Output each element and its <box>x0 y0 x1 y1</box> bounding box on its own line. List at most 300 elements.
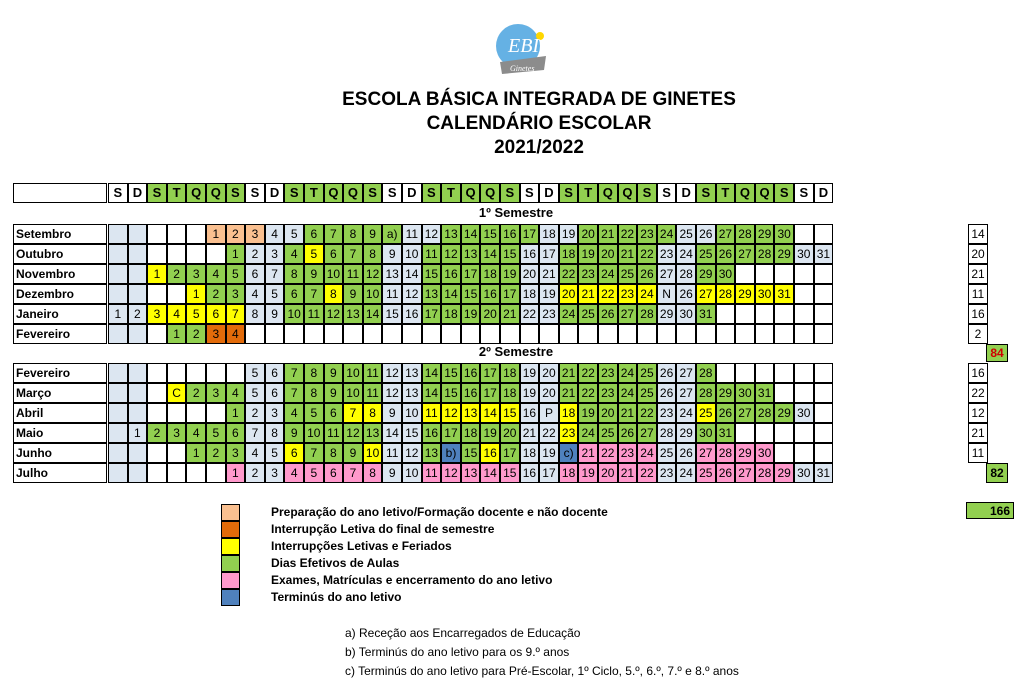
day-cell <box>245 324 265 344</box>
day-cell: 19 <box>578 403 598 423</box>
day-cell <box>108 284 128 304</box>
day-cell <box>108 383 128 403</box>
day-cell: 29 <box>735 443 755 463</box>
day-cell <box>500 324 520 344</box>
day-cell <box>167 403 187 423</box>
day-cell: 21 <box>618 403 638 423</box>
weekday-header-cell: T <box>167 183 187 203</box>
calendar-title: CALENDÁRIO ESCOLAR <box>426 113 652 134</box>
day-cell: 15 <box>461 284 481 304</box>
day-cell: 28 <box>755 403 775 423</box>
day-cell: 19 <box>559 224 579 244</box>
day-cell: 27 <box>657 264 677 284</box>
day-cell: 8 <box>245 304 265 324</box>
day-cell <box>167 363 187 383</box>
day-cell: 17 <box>520 224 540 244</box>
weekday-header-cell: D <box>539 183 559 203</box>
month-name: Junho <box>13 443 107 463</box>
day-cell: 26 <box>716 463 736 483</box>
legend-item <box>221 555 691 572</box>
day-cell: 26 <box>676 443 696 463</box>
day-cell: 8 <box>343 224 363 244</box>
day-cell: 23 <box>559 423 579 443</box>
day-cell: 7 <box>304 443 324 463</box>
day-cell: 16 <box>480 284 500 304</box>
weekday-header-cell: D <box>814 183 834 203</box>
month-total: 11 <box>968 284 988 304</box>
day-cell: c) <box>559 443 579 463</box>
day-cell: 25 <box>578 304 598 324</box>
day-cell: 12 <box>382 383 402 403</box>
day-cell: 9 <box>382 463 402 483</box>
day-cell: 20 <box>598 403 618 423</box>
day-cell: 15 <box>402 423 422 443</box>
day-cell: 16 <box>422 423 442 443</box>
day-cell <box>206 463 226 483</box>
day-cell <box>167 443 187 463</box>
day-cell: 9 <box>343 284 363 304</box>
day-cell: 27 <box>696 443 716 463</box>
day-cell: 2 <box>186 383 206 403</box>
day-cell: 13 <box>363 423 383 443</box>
day-cell: 11 <box>422 244 442 264</box>
day-cell: 28 <box>755 463 775 483</box>
day-cell <box>657 324 677 344</box>
day-cell: 8 <box>304 363 324 383</box>
day-cell: 7 <box>304 284 324 304</box>
day-cell: 12 <box>363 264 383 284</box>
day-cell: 24 <box>657 224 677 244</box>
day-cell: 2 <box>245 403 265 423</box>
day-cell: 8 <box>284 264 304 284</box>
month-name: Maio <box>13 423 107 443</box>
day-cell <box>794 383 814 403</box>
day-cell: 26 <box>637 264 657 284</box>
month-total: 2 <box>968 324 988 344</box>
weekday-header-cell: Q <box>206 183 226 203</box>
day-cell: 4 <box>226 324 246 344</box>
day-cell: 10 <box>402 403 422 423</box>
day-cell <box>108 244 128 264</box>
day-cell: 18 <box>559 463 579 483</box>
month-total: 11 <box>968 443 988 463</box>
day-cell: 3 <box>226 284 246 304</box>
semester1-total: 84 <box>986 344 1008 362</box>
day-cell: 10 <box>343 383 363 403</box>
day-cell <box>284 324 304 344</box>
day-cell <box>814 264 834 284</box>
day-cell <box>814 403 834 423</box>
day-cell: 5 <box>245 383 265 403</box>
day-cell <box>637 324 657 344</box>
day-cell <box>755 304 775 324</box>
day-cell <box>774 324 794 344</box>
day-cell <box>755 324 775 344</box>
header-corner <box>13 183 107 203</box>
day-cell: 31 <box>814 244 834 264</box>
day-cell: 30 <box>755 284 775 304</box>
day-cell: 13 <box>461 244 481 264</box>
day-cell <box>755 423 775 443</box>
day-cell: 10 <box>363 443 383 463</box>
day-cell: 2 <box>245 244 265 264</box>
day-cell: 18 <box>441 304 461 324</box>
weekday-header-cell: Q <box>343 183 363 203</box>
day-cell: 30 <box>774 224 794 244</box>
legend-label: Dias Efetivos de Aulas <box>271 556 400 570</box>
day-cell: 30 <box>794 463 814 483</box>
day-cell <box>147 224 167 244</box>
day-cell: 9 <box>382 403 402 423</box>
day-cell: 14 <box>480 244 500 264</box>
day-cell: 19 <box>500 264 520 284</box>
day-cell: 21 <box>500 304 520 324</box>
day-cell: 12 <box>402 443 422 463</box>
day-cell: 16 <box>520 403 540 423</box>
day-cell: 15 <box>422 264 442 284</box>
day-cell: 12 <box>441 403 461 423</box>
day-cell: 26 <box>716 244 736 264</box>
day-cell <box>108 264 128 284</box>
day-cell: 9 <box>304 264 324 284</box>
weekday-header-cell: S <box>500 183 520 203</box>
month-name: Março <box>13 383 107 403</box>
school-logo <box>488 16 552 76</box>
day-cell: 17 <box>500 443 520 463</box>
day-cell: 13 <box>441 224 461 244</box>
day-cell <box>186 403 206 423</box>
day-cell: 15 <box>500 463 520 483</box>
month-total: 16 <box>968 363 988 383</box>
month-name: Abril <box>13 403 107 423</box>
semester1-label: 1º Semestre <box>478 205 554 220</box>
day-cell: 18 <box>520 443 540 463</box>
day-cell <box>108 403 128 423</box>
month-total: 20 <box>968 244 988 264</box>
day-cell <box>814 363 834 383</box>
day-cell: 17 <box>500 284 520 304</box>
day-cell <box>794 284 814 304</box>
weekday-header-cell: S <box>147 183 167 203</box>
day-cell: 12 <box>402 284 422 304</box>
day-cell: 5 <box>284 224 304 244</box>
note-a: a) Receção aos Encarregados de Educação <box>345 626 581 640</box>
day-cell: 24 <box>637 443 657 463</box>
day-cell: 8 <box>363 244 383 264</box>
day-cell: 18 <box>500 363 520 383</box>
day-cell: 16 <box>520 244 540 264</box>
day-cell: 26 <box>598 304 618 324</box>
day-cell: 30 <box>696 423 716 443</box>
day-cell <box>147 244 167 264</box>
month-total: 16 <box>968 304 988 324</box>
day-cell: 4 <box>284 403 304 423</box>
day-cell <box>108 363 128 383</box>
day-cell: 13 <box>402 363 422 383</box>
semester2-total: 82 <box>986 463 1008 483</box>
day-cell: 31 <box>755 383 775 403</box>
day-cell: 7 <box>324 224 344 244</box>
day-cell: 25 <box>618 264 638 284</box>
day-cell <box>774 423 794 443</box>
day-cell: 17 <box>480 363 500 383</box>
day-cell: 14 <box>480 463 500 483</box>
day-cell: 1 <box>167 324 187 344</box>
day-cell: 9 <box>324 363 344 383</box>
weekday-header-cell: S <box>363 183 383 203</box>
day-cell: 14 <box>382 423 402 443</box>
day-cell <box>794 304 814 324</box>
day-cell <box>814 423 834 443</box>
day-cell: 25 <box>598 423 618 443</box>
day-cell: 29 <box>696 264 716 284</box>
day-cell: 24 <box>578 423 598 443</box>
day-cell: 23 <box>578 264 598 284</box>
day-cell: 2 <box>167 264 187 284</box>
day-cell: 23 <box>657 244 677 264</box>
day-cell <box>794 264 814 284</box>
day-cell <box>324 324 344 344</box>
day-cell: 20 <box>598 244 618 264</box>
day-cell <box>814 284 834 304</box>
day-cell <box>363 324 383 344</box>
day-cell <box>128 284 148 304</box>
day-cell: 1 <box>128 423 148 443</box>
day-cell: 4 <box>265 224 285 244</box>
day-cell: 5 <box>304 463 324 483</box>
day-cell <box>226 363 246 383</box>
day-cell: 13 <box>343 304 363 324</box>
day-cell: 7 <box>343 463 363 483</box>
weekday-header-cell: Q <box>461 183 481 203</box>
day-cell: 19 <box>578 463 598 483</box>
day-cell: 5 <box>304 403 324 423</box>
day-cell: 26 <box>657 363 677 383</box>
day-cell <box>128 463 148 483</box>
day-cell: 22 <box>637 403 657 423</box>
weekday-header-cell: S <box>520 183 540 203</box>
day-cell: 7 <box>226 304 246 324</box>
day-cell: 2 <box>128 304 148 324</box>
weekday-header-cell: S <box>637 183 657 203</box>
day-cell: 3 <box>147 304 167 324</box>
day-cell: 23 <box>539 304 559 324</box>
school-year: 2021/2022 <box>494 137 584 158</box>
day-cell: 15 <box>500 403 520 423</box>
note-c: c) Terminús do ano letivo para Pré-Escolar, 1º Ciclo, 5.º, 6.º, 7.º e 8.º anos <box>345 664 739 678</box>
day-cell: 24 <box>676 403 696 423</box>
weekday-header-cell: D <box>265 183 285 203</box>
day-cell: 24 <box>676 463 696 483</box>
day-cell <box>774 304 794 324</box>
day-cell: 4 <box>245 443 265 463</box>
day-cell: 1 <box>186 443 206 463</box>
day-cell: 2 <box>147 423 167 443</box>
day-cell: 22 <box>520 304 540 324</box>
day-cell: 20 <box>559 284 579 304</box>
day-cell: 1 <box>147 264 167 284</box>
day-cell <box>206 403 226 423</box>
month-name: Novembro <box>13 264 107 284</box>
day-cell: 11 <box>382 443 402 463</box>
day-cell: 3 <box>206 383 226 403</box>
day-cell: 6 <box>284 443 304 463</box>
day-cell: 6 <box>226 423 246 443</box>
day-cell <box>794 324 814 344</box>
day-cell: 6 <box>284 284 304 304</box>
day-cell: 26 <box>676 284 696 304</box>
day-cell: 23 <box>657 403 677 423</box>
day-cell <box>343 324 363 344</box>
day-cell <box>794 423 814 443</box>
day-cell <box>794 443 814 463</box>
day-cell: 1 <box>226 463 246 483</box>
day-cell: 22 <box>598 284 618 304</box>
day-cell: 14 <box>441 284 461 304</box>
day-cell <box>735 363 755 383</box>
day-cell: 29 <box>716 383 736 403</box>
day-cell <box>167 224 187 244</box>
day-cell: 28 <box>735 224 755 244</box>
day-cell: 22 <box>559 264 579 284</box>
day-cell: 11 <box>304 304 324 324</box>
day-cell: 12 <box>441 463 461 483</box>
day-cell: 16 <box>402 304 422 324</box>
day-cell: 9 <box>343 443 363 463</box>
day-cell: 22 <box>578 383 598 403</box>
day-cell: 23 <box>598 383 618 403</box>
day-cell <box>128 383 148 403</box>
day-cell <box>402 324 422 344</box>
day-cell: 27 <box>637 423 657 443</box>
weekday-header-cell: S <box>226 183 246 203</box>
day-cell: 27 <box>735 463 755 483</box>
day-cell: 27 <box>676 383 696 403</box>
day-cell <box>147 463 167 483</box>
day-cell <box>128 403 148 423</box>
day-cell: 28 <box>716 284 736 304</box>
day-cell: 27 <box>735 244 755 264</box>
day-cell: 24 <box>676 244 696 264</box>
day-cell <box>774 264 794 284</box>
day-cell: 10 <box>363 284 383 304</box>
day-cell <box>147 383 167 403</box>
day-cell: 8 <box>265 423 285 443</box>
day-cell: 16 <box>520 463 540 483</box>
day-cell: 6 <box>206 304 226 324</box>
day-cell: 4 <box>284 244 304 264</box>
day-cell: 13 <box>422 284 442 304</box>
day-cell <box>814 443 834 463</box>
day-cell: 13 <box>402 383 422 403</box>
day-cell: 3 <box>226 443 246 463</box>
day-cell: 26 <box>696 224 716 244</box>
day-cell: 21 <box>578 284 598 304</box>
day-cell: 3 <box>265 463 285 483</box>
day-cell: 19 <box>539 284 559 304</box>
day-cell: 15 <box>441 383 461 403</box>
weekday-header-cell: S <box>422 183 442 203</box>
day-cell: 26 <box>716 403 736 423</box>
day-cell <box>186 363 206 383</box>
day-cell: 3 <box>186 264 206 284</box>
day-cell: 17 <box>441 423 461 443</box>
day-cell: 23 <box>657 463 677 483</box>
day-cell: 9 <box>324 383 344 403</box>
day-cell: 11 <box>324 423 344 443</box>
day-cell <box>814 304 834 324</box>
day-cell: 21 <box>578 443 598 463</box>
day-cell: 16 <box>441 264 461 284</box>
day-cell <box>520 324 540 344</box>
day-cell: 9 <box>284 423 304 443</box>
day-cell: 12 <box>343 423 363 443</box>
day-cell <box>814 224 834 244</box>
day-cell: 31 <box>774 284 794 304</box>
day-cell <box>774 363 794 383</box>
day-cell: 30 <box>716 264 736 284</box>
day-cell <box>108 324 128 344</box>
day-cell <box>539 324 559 344</box>
day-cell: 23 <box>618 443 638 463</box>
day-cell: 22 <box>637 244 657 264</box>
day-cell <box>696 324 716 344</box>
day-cell: 18 <box>559 403 579 423</box>
day-cell: 3 <box>265 403 285 423</box>
day-cell: 19 <box>461 304 481 324</box>
day-cell: 21 <box>618 463 638 483</box>
day-cell: 10 <box>402 244 422 264</box>
day-cell: 28 <box>637 304 657 324</box>
weekday-header-cell: Q <box>480 183 500 203</box>
day-cell: 2 <box>206 443 226 463</box>
weekday-header-cell: Q <box>598 183 618 203</box>
day-cell <box>128 224 148 244</box>
day-cell: 18 <box>500 383 520 403</box>
day-cell: 29 <box>774 244 794 264</box>
day-cell: 14 <box>422 383 442 403</box>
day-cell: 23 <box>618 284 638 304</box>
day-cell: 6 <box>304 224 324 244</box>
day-cell: 18 <box>480 264 500 284</box>
day-cell <box>167 284 187 304</box>
day-cell <box>167 463 187 483</box>
legend-swatch <box>221 521 240 538</box>
title-block <box>0 88 1024 160</box>
day-cell: 12 <box>382 363 402 383</box>
day-cell: 2 <box>226 224 246 244</box>
day-cell: 6 <box>324 244 344 264</box>
day-cell: 28 <box>716 443 736 463</box>
month-name: Fevereiro <box>13 324 107 344</box>
day-cell <box>206 363 226 383</box>
day-cell: 27 <box>676 363 696 383</box>
day-cell <box>735 264 755 284</box>
weekday-header-cell: T <box>578 183 598 203</box>
month-name: Julho <box>13 463 107 483</box>
legend-item <box>221 589 691 606</box>
day-cell: 1 <box>226 244 246 264</box>
day-cell: 22 <box>539 423 559 443</box>
day-cell: 20 <box>539 363 559 383</box>
day-cell <box>735 324 755 344</box>
day-cell: 4 <box>226 383 246 403</box>
day-cell: 1 <box>186 284 206 304</box>
day-cell: 11 <box>422 463 442 483</box>
day-cell: 8 <box>363 463 383 483</box>
legend-label: Exames, Matrículas e encerramento do ano letivo <box>271 573 553 587</box>
day-cell: 29 <box>755 224 775 244</box>
